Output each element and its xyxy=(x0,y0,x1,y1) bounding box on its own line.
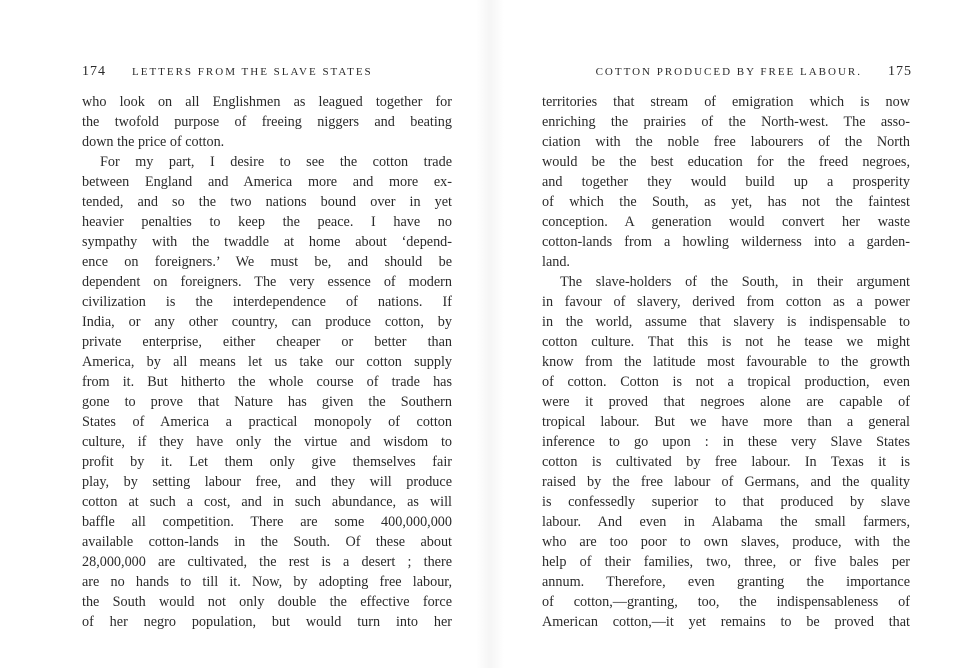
text-line: baffle all competition. There are some 400,000,000 xyxy=(82,514,452,530)
left-running-title: LETTERS FROM THE SLAVE STATES xyxy=(132,66,373,78)
text-line: would be the best education for the freed negroes, xyxy=(542,154,910,170)
text-line: of her negro population, but would turn into her xyxy=(82,614,452,630)
text-line: land. xyxy=(542,254,570,270)
text-line: America, by all means let us take our cotton supply xyxy=(82,354,452,370)
text-line: ciation with the noble free labourers of the North xyxy=(542,134,910,150)
left-page-number: 174 xyxy=(82,64,106,79)
right-page xyxy=(490,0,980,668)
text-line: and together they would build up a prosperity xyxy=(542,174,910,190)
text-line: in the world, assume that slavery is indispensable to xyxy=(542,314,910,330)
text-line: 28,000,000 are cultivated, the rest is a desert ; there xyxy=(82,554,452,570)
right-running-head xyxy=(542,64,912,82)
text-line: tropical labour. But we have more than a general xyxy=(542,414,910,430)
text-line: ence on foreigners.’ We must be, and should be xyxy=(82,254,452,270)
text-line: down the price of cotton. xyxy=(82,134,225,150)
text-line: profit by it. Let them only give themselves fair xyxy=(82,454,452,470)
text-line: enriching the prairies of the North-west. The asso- xyxy=(542,114,910,130)
text-line: are no hands to till it. Now, by adopting free labour, xyxy=(82,574,452,590)
right-page-number: 175 xyxy=(888,64,912,79)
text-line: territories that stream of emigration which is now xyxy=(542,94,910,110)
text-line: States of America a practical monopoly of cotton xyxy=(82,414,452,430)
text-line: labour. And even in Alabama the small farmers, xyxy=(542,514,910,530)
text-line: is confessedly superior to that produced by slave xyxy=(542,494,910,510)
text-line: For my part, I desire to see the cotton trade xyxy=(100,154,452,170)
left-running-head xyxy=(82,64,454,82)
text-line: heavier penalties to keep the peace. I have no xyxy=(82,214,452,230)
text-line: help of their families, two, three, or five bales per xyxy=(542,554,910,570)
text-line: civilization is the interdependence of nations. If xyxy=(82,294,452,310)
text-line: of which the South, as yet, has not the faintest xyxy=(542,194,910,210)
text-line: conception. A generation would convert her waste xyxy=(542,214,910,230)
text-line: were it proved that negroes alone are capable of xyxy=(542,394,910,410)
text-line: American cotton,—it yet remains to be proved that xyxy=(542,614,910,630)
text-line: the twofold purpose of freeing niggers and beating xyxy=(82,114,452,130)
text-line: gone to prove that Nature has given the Southern xyxy=(82,394,452,410)
text-line: know from the latitude most favourable to the growth xyxy=(542,354,910,370)
text-line: who look on all Englishmen as leagued together for xyxy=(82,94,452,110)
text-line: tended, and so the two nations bound over in yet xyxy=(82,194,452,210)
text-line: private enterprise, either cheaper or better than xyxy=(82,334,452,350)
text-line: of cotton,—granting, too, the indispensableness of xyxy=(542,594,910,610)
text-line: from it. But hitherto the whole course of trade has xyxy=(82,374,452,390)
text-line: cotton at such a cost, and in such abundance, as will xyxy=(82,494,452,510)
text-line: in favour of slavery, derived from cotton as a power xyxy=(542,294,910,310)
text-line: of cotton. Cotton is not a tropical production, even xyxy=(542,374,910,390)
text-line: culture, if they have only the virtue and wisdom to xyxy=(82,434,452,450)
text-line: the South would not only double the effective force xyxy=(82,594,452,610)
text-line: dependent on foreigners. The very essence of modern xyxy=(82,274,452,290)
text-line: inference to go upon : in these very Slave States xyxy=(542,434,910,450)
left-body-text xyxy=(82,92,452,632)
text-line: available cotton-lands in the South. Of these about xyxy=(82,534,452,550)
text-line: who are too poor to own slaves, produce, with the xyxy=(542,534,910,550)
text-line: between England and America more and more ex- xyxy=(82,174,452,190)
right-running-title: COTTON PRODUCED BY FREE LABOUR. xyxy=(595,66,862,78)
text-line: annum. Therefore, even granting the importance xyxy=(542,574,910,590)
right-body-text xyxy=(542,92,910,632)
text-line: cotton culture. That this is not he tease we might xyxy=(542,334,910,350)
text-line: raised by the free labour of Germans, and the quality xyxy=(542,474,910,490)
text-line: cotton-lands from a howling wilderness into a garden- xyxy=(542,234,910,250)
text-line: The slave-holders of the South, in their argument xyxy=(560,274,910,290)
text-line: sympathy with the twaddle at home about ‘depend- xyxy=(82,234,452,250)
text-line: India, or any other country, can produce cotton, by xyxy=(82,314,452,330)
text-line: cotton is cultivated by free labour. In Texas it is xyxy=(542,454,910,470)
text-line: play, by setting labour free, and they will produce xyxy=(82,474,452,490)
